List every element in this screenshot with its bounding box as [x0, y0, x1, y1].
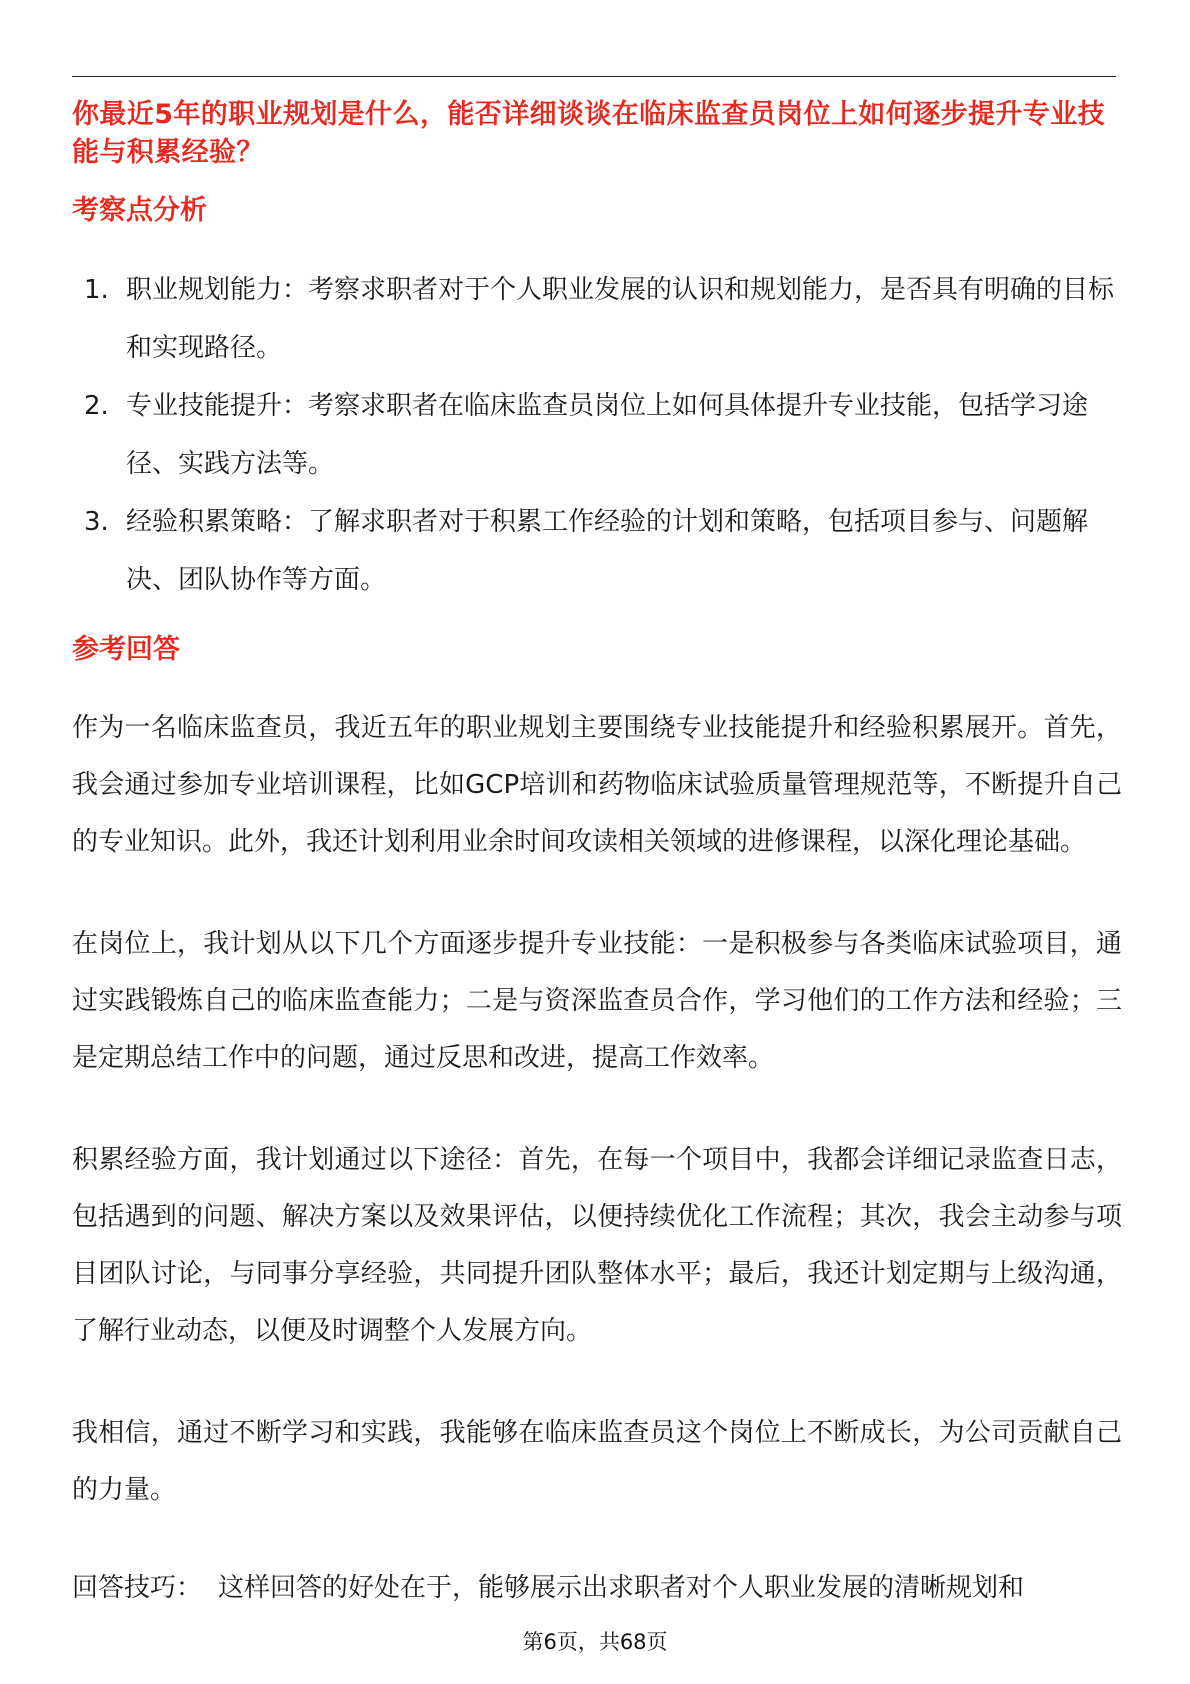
- page-number: 第6页，共68页: [522, 1630, 668, 1654]
- tips-text: 这样回答的好处在于，能够展示出求职者对个人职业发展的清晰规划和: [218, 1573, 1025, 1603]
- answer-paragraph: 作为一名临床监查员，我近五年的职业规划主要围绕专业技能提升和经验积累展开。首先，我会通过参加专业培训课程，比如GCP培训和药物临床试验质量管理规范等，不断提升自己的专业知识。此外，我还计划利用业余时间攻读相关领域的进修课程，以深化理论基础。: [72, 713, 1122, 857]
- point-number: 3.: [84, 507, 109, 537]
- question-title: 你最近5年的职业规划是什么，能否详细谈谈在临床监查员岗位上如何逐步提升专业技能与积累经验？: [72, 99, 1105, 168]
- point-text: 经验积累策略：了解求职者对于积累工作经验的计划和策略，包括项目参与、问题解决、团队协作等方面。: [126, 507, 1089, 595]
- answer-tips: [72, 1568, 1132, 1608]
- answer-paragraph: 在岗位上，我计划从以下几个方面逐步提升专业技能：一是积极参与各类临床试验项目，通过实践锻炼自己的临床监查能力；二是与资深监查员合作，学习他们的工作方法和经验；三是定期总结工作中的问题，通过反思和改进，提高工作效率。: [72, 929, 1122, 1073]
- analysis-points: [84, 261, 1124, 609]
- tips-label: 回答技巧：: [72, 1573, 203, 1603]
- answer-heading: 参考回答: [72, 634, 180, 665]
- analysis-point: [84, 377, 1124, 493]
- answer-body: [72, 700, 1122, 1564]
- answer-paragraph: 我相信，通过不断学习和实践，我能够在临床监查员这个岗位上不断成长，为公司贡献自己的力量。: [72, 1418, 1122, 1505]
- analysis-heading: 考察点分析: [72, 195, 207, 226]
- point-number: 1.: [84, 275, 109, 305]
- point-text: 职业规划能力：考察求职者对于个人职业发展的认识和规划能力，是否具有明确的目标和实现路径。: [126, 275, 1115, 363]
- analysis-point: [84, 493, 1124, 609]
- point-number: 2.: [84, 391, 109, 421]
- top-rule: [72, 76, 1116, 77]
- analysis-point: [84, 261, 1124, 377]
- answer-paragraph: 积累经验方面，我计划通过以下途径：首先，在每一个项目中，我都会详细记录监查日志，包括遇到的问题、解决方案以及效果评估，以便持续优化工作流程；其次，我会主动参与项目团队讨论，与同事分享经验，共同提升团队整体水平；最后，我还计划定期与上级沟通，了解行业动态，以便及时调整个人发展方向。: [72, 1145, 1122, 1346]
- point-text: 专业技能提升：考察求职者在临床监查员岗位上如何具体提升专业技能，包括学习途径、实践方法等。: [126, 391, 1089, 479]
